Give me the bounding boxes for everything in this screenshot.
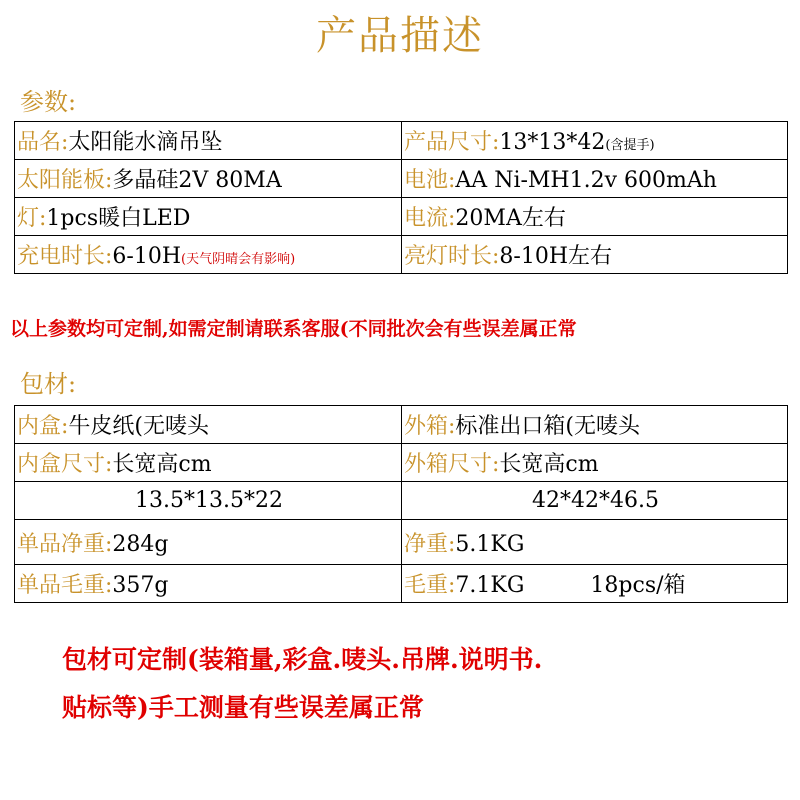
table-row	[15, 236, 788, 274]
params-heading: 参数:	[20, 88, 77, 116]
packaging-table	[14, 405, 788, 603]
outer-size-cell	[402, 444, 788, 482]
unit-gross-weight-label: 单品毛重:	[17, 573, 113, 598]
inner-size-unit: 长宽高cm	[112, 452, 212, 477]
unit-net-weight-cell	[15, 520, 402, 565]
net-weight-label: 净重:	[404, 531, 456, 557]
charge-time-value: 6-10H	[112, 244, 182, 269]
inner-size-value-cell	[15, 482, 402, 520]
charge-time-note: (天气阴晴会有影响)	[181, 252, 296, 267]
params-note: 以上参数均可定制,如需定制请联系客服(不同批次会有些误差属正常	[10, 318, 577, 340]
outer-size-value-cell	[402, 482, 788, 520]
table-row	[15, 406, 788, 444]
outer-size-unit: 长宽高cm	[499, 452, 599, 477]
net-weight-cell	[402, 520, 788, 565]
product-size-value: 13*13*42	[499, 130, 606, 155]
inner-box-value: 牛皮纸(无唛头	[68, 414, 210, 439]
outer-size-label: 外箱尺寸:	[404, 452, 500, 477]
solar-panel-value: 多晶硅2V 80MA	[112, 168, 282, 193]
packaging-note-line1: 包材可定制(装箱量,彩盒.唛头.吊牌.说明书.	[62, 645, 543, 674]
table-row	[15, 482, 788, 520]
unit-gross-weight-value: 357g	[112, 573, 169, 598]
outer-size-value: 42*42*46.5	[532, 488, 659, 513]
product-name-label: 品名:	[17, 130, 69, 155]
table-row	[15, 122, 788, 160]
outer-box-cell	[402, 406, 788, 444]
battery-cell	[402, 160, 788, 198]
table-row	[15, 160, 788, 198]
light-time-value: 8-10H左右	[499, 244, 613, 269]
inner-size-value: 13.5*13.5*22	[135, 488, 283, 513]
outer-box-label: 外箱:	[404, 414, 456, 439]
light-label: 灯:	[17, 206, 47, 231]
inner-size-label: 内盒尺寸:	[17, 452, 113, 477]
solar-panel-cell	[15, 160, 402, 198]
product-name-value: 太阳能水滴吊坠	[68, 130, 223, 155]
gross-weight-value: 7.1KG	[455, 573, 525, 598]
page-title: 产品描述	[316, 13, 484, 59]
light-time-label: 亮灯时长:	[404, 244, 500, 269]
unit-net-weight-value: 284g	[112, 531, 169, 557]
gross-weight-cell	[402, 565, 788, 603]
light-cell	[15, 198, 402, 236]
battery-label: 电池:	[404, 168, 456, 193]
pieces-per-carton: 18pcs/箱	[590, 573, 686, 598]
packaging-note-line2: 贴标等)手工测量有些误差属正常	[62, 693, 424, 722]
light-time-cell	[402, 236, 788, 274]
table-row	[15, 565, 788, 603]
gross-weight-label: 毛重:	[404, 573, 456, 598]
product-name-cell	[15, 122, 402, 160]
battery-value: AA Ni-MH1.2v 600mAh	[455, 168, 717, 193]
inner-box-label: 内盒:	[17, 414, 69, 439]
product-size-label: 产品尺寸:	[404, 130, 500, 155]
packaging-heading: 包材:	[20, 370, 77, 398]
product-size-note: (含提手)	[605, 138, 655, 153]
light-value: 1pcs暖白LED	[46, 206, 191, 231]
inner-box-cell	[15, 406, 402, 444]
inner-size-cell	[15, 444, 402, 482]
outer-box-value: 标准出口箱(无唛头	[455, 414, 641, 439]
current-value: 20MA左右	[455, 206, 566, 231]
charge-time-label: 充电时长:	[17, 244, 113, 269]
current-label: 电流:	[404, 206, 456, 231]
charge-time-cell	[15, 236, 402, 274]
table-row	[15, 198, 788, 236]
product-size-cell	[402, 122, 788, 160]
table-row	[15, 444, 788, 482]
unit-gross-weight-cell	[15, 565, 402, 603]
params-table	[14, 121, 788, 274]
table-row	[15, 520, 788, 565]
unit-net-weight-label: 单品净重:	[17, 531, 113, 557]
solar-panel-label: 太阳能板:	[17, 168, 113, 193]
current-cell	[402, 198, 788, 236]
net-weight-value: 5.1KG	[455, 531, 525, 557]
